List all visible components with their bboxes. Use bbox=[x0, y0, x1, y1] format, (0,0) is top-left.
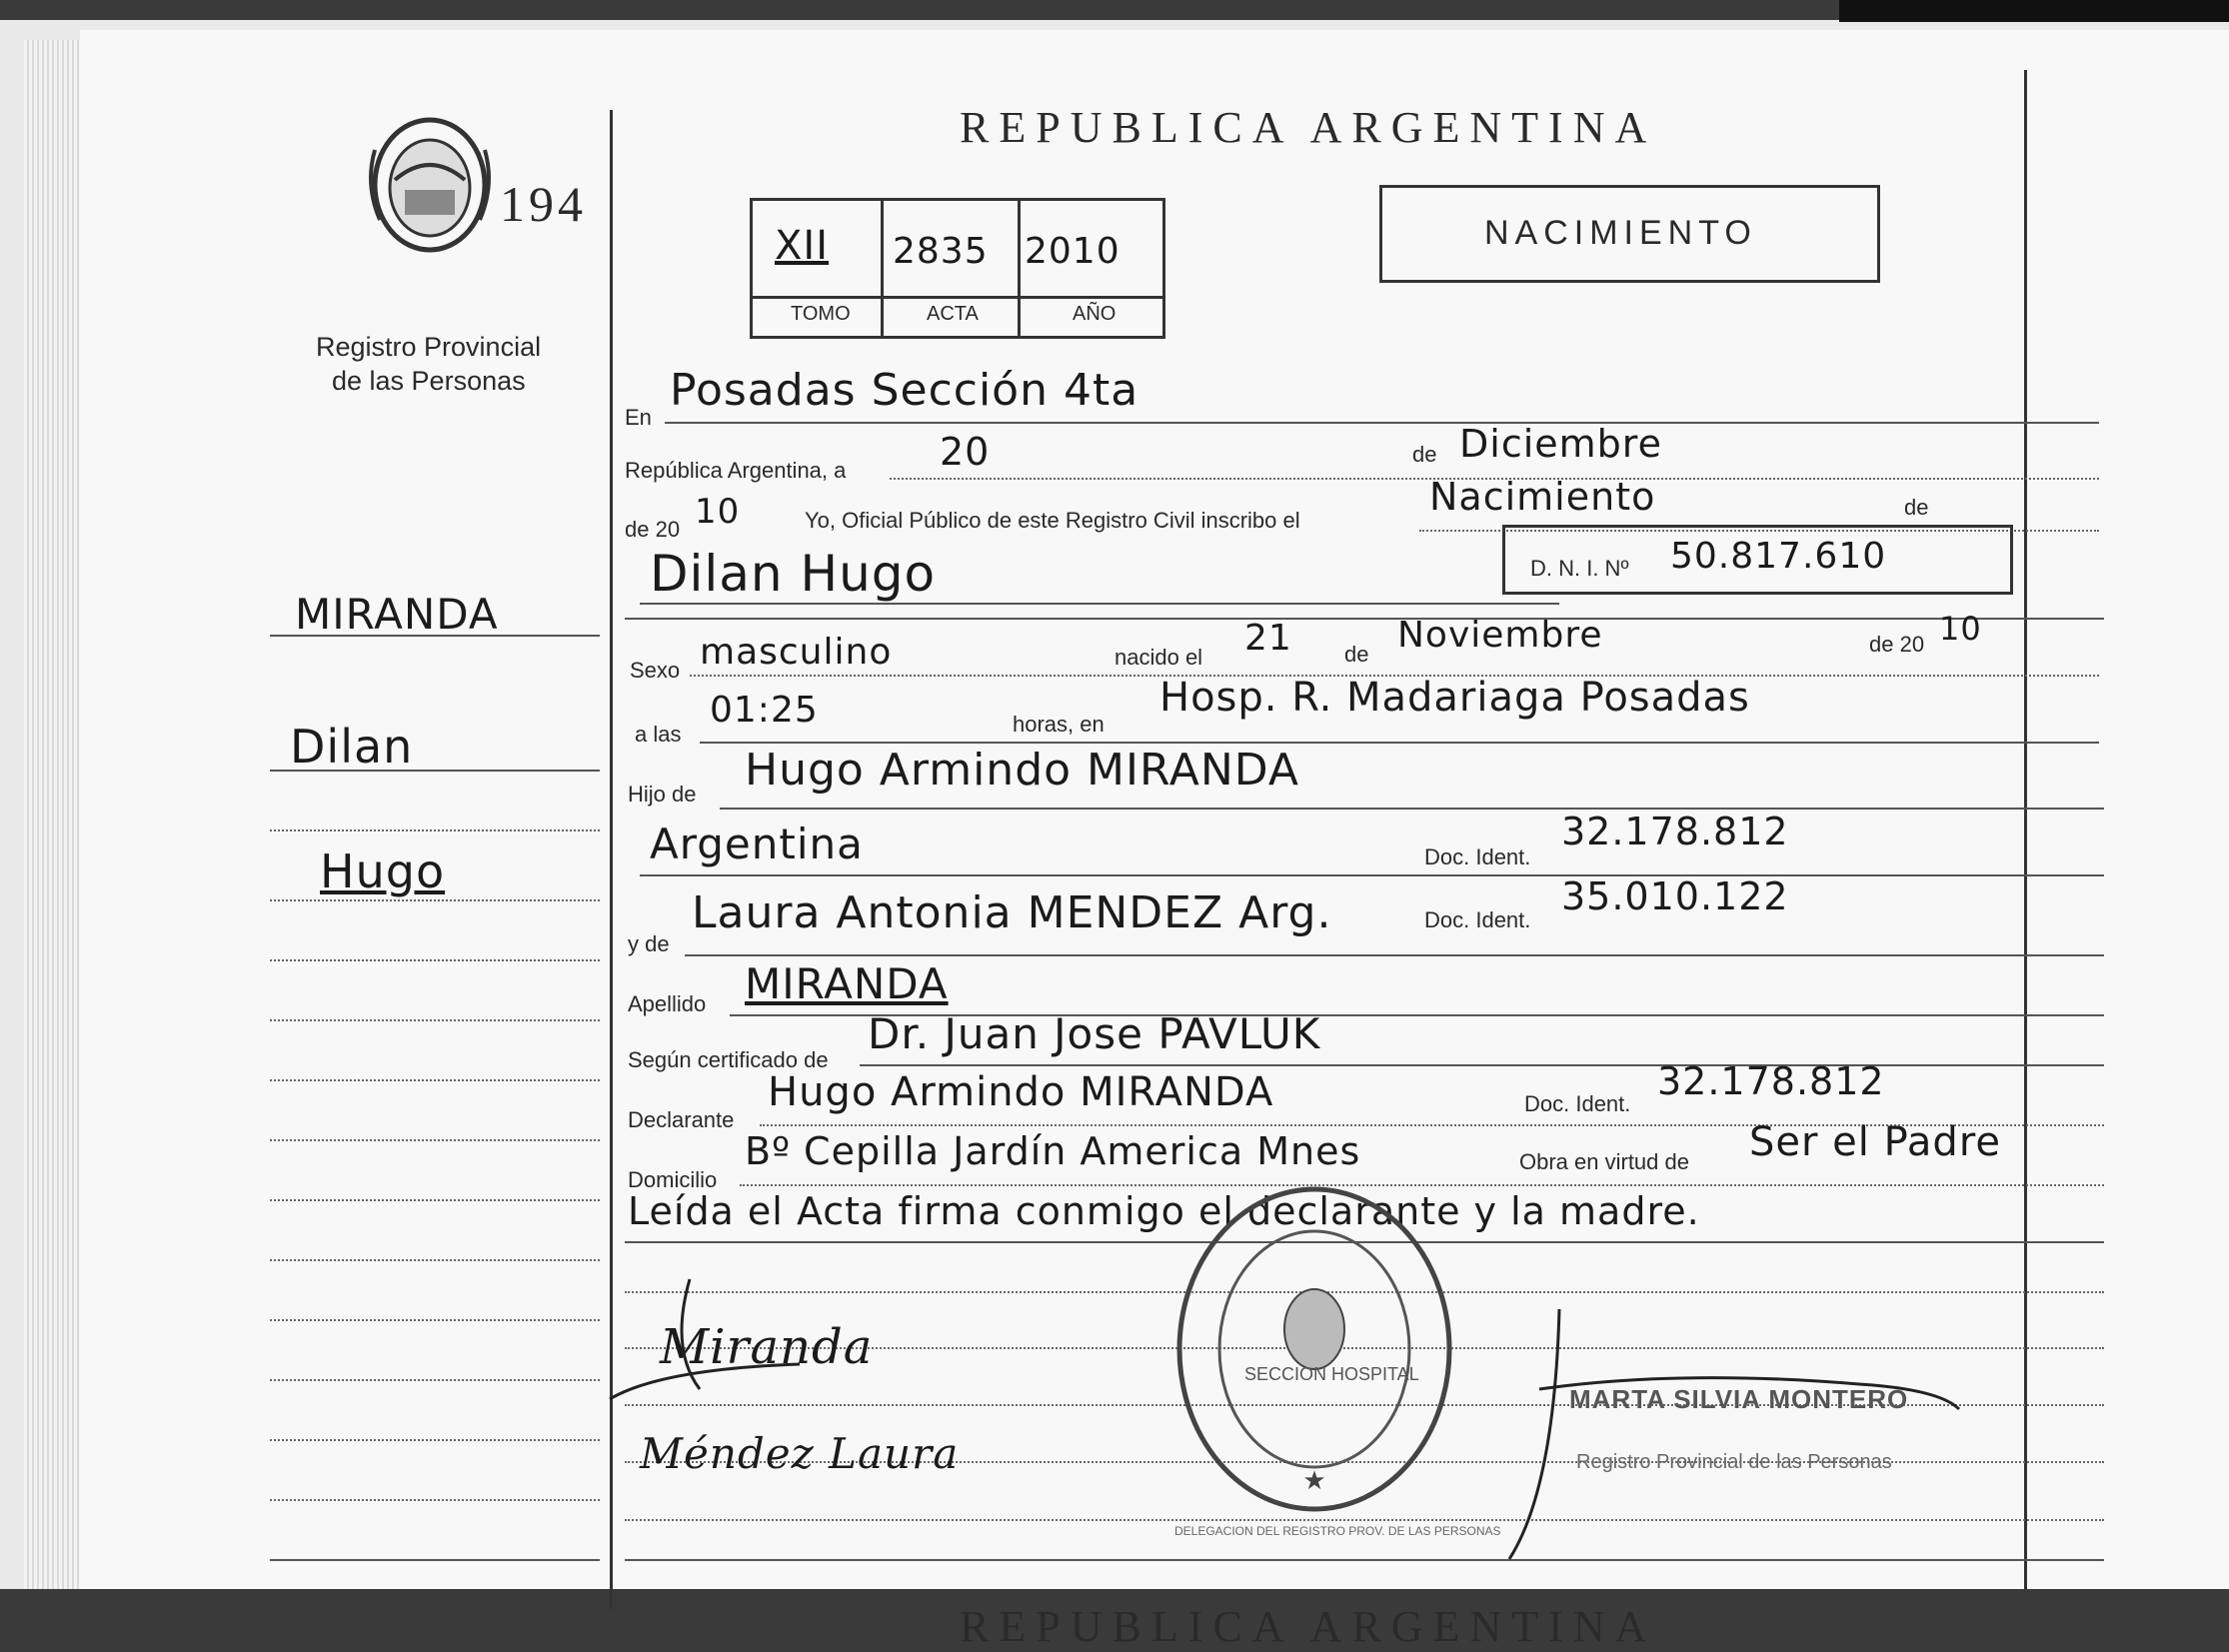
birth-certificate-page bbox=[80, 30, 2229, 1651]
field-leida: Leída el Acta firma conmigo el declarante y la madre. bbox=[628, 1189, 1700, 1233]
record-number-box bbox=[750, 198, 1165, 339]
signature-2: Méndez Laura bbox=[640, 1429, 960, 1478]
stamp-ring-text: DELEGACION DEL REGISTRO PROV. DE LAS PERSONAS bbox=[1174, 1524, 1501, 1538]
doc-type-label: NACIMIENTO bbox=[1484, 214, 1757, 252]
field-declarante-doc: 32.178.812 bbox=[1657, 1059, 1885, 1103]
doc-type-box bbox=[1379, 185, 1880, 283]
label-doc-ident-1: Doc. Ident. bbox=[1424, 844, 1531, 869]
label-segun: Según certificado de bbox=[628, 1047, 829, 1072]
field-lugar-nac: Hosp. R. Madariaga Posadas bbox=[1159, 675, 1750, 721]
label-de-1: de bbox=[1412, 442, 1437, 467]
field-padre: Hugo Armindo MIRANDA bbox=[745, 745, 1299, 796]
field-tipo: Nacimiento bbox=[1429, 475, 1656, 519]
official-title: Registro Provincial de las Personas bbox=[1576, 1451, 1892, 1473]
label-domicilio: Domicilio bbox=[628, 1167, 718, 1192]
label-horas-en: horas, en bbox=[1013, 712, 1105, 737]
label-republica: República Argentina, a bbox=[625, 458, 847, 483]
label-de-3: de bbox=[1344, 642, 1369, 667]
field-lugar: Posadas Sección 4ta bbox=[670, 365, 1139, 416]
official-name: MARTA SILVIA MONTERO bbox=[1569, 1384, 1909, 1414]
official-signature bbox=[1479, 1289, 1999, 1569]
field-dni: 50.817.610 bbox=[1670, 536, 1887, 577]
label-hijo-de: Hijo de bbox=[628, 782, 697, 807]
label-y-de: y de bbox=[628, 931, 670, 956]
dni-box bbox=[1502, 525, 2013, 595]
field-nombre: Dilan Hugo bbox=[650, 545, 937, 603]
field-anio-suffix: 10 bbox=[695, 492, 741, 532]
label-obra: Obra en virtud de bbox=[1519, 1149, 1689, 1174]
label-doc-ident-2: Doc. Ident. bbox=[1424, 907, 1531, 932]
anio-label: AÑO bbox=[1073, 303, 1116, 325]
margin-second-name: Hugo bbox=[320, 844, 446, 898]
acta-label: ACTA bbox=[927, 303, 979, 325]
label-nacido-el: nacido el bbox=[1114, 645, 1203, 670]
next-page-title: REPUBLICA ARGENTINA bbox=[960, 1602, 1657, 1651]
label-doc-ident-3: Doc. Ident. bbox=[1524, 1091, 1631, 1116]
label-sexo: Sexo bbox=[630, 658, 681, 683]
field-nac-mes: Noviembre bbox=[1397, 615, 1603, 656]
stamp-inner-text: SECCION HOSPITAL bbox=[1244, 1364, 1419, 1384]
scan-edge bbox=[1839, 0, 2229, 22]
registry-name-2: de las Personas bbox=[332, 366, 526, 396]
anio-value: 2010 bbox=[1025, 231, 1120, 272]
field-sexo: masculino bbox=[700, 632, 893, 673]
provincial-seal-icon bbox=[360, 110, 500, 260]
signature-1-flourish bbox=[600, 1269, 820, 1409]
country-title: REPUBLICA ARGENTINA bbox=[960, 103, 1657, 152]
signature-1: Miranda bbox=[660, 1319, 874, 1375]
field-padre-nac: Argentina bbox=[650, 820, 864, 868]
tomo-label: TOMO bbox=[791, 303, 851, 325]
field-mes: Diciembre bbox=[1459, 422, 1662, 466]
label-a-las: a las bbox=[635, 722, 682, 747]
field-declarante: Hugo Armindo MIRANDA bbox=[768, 1069, 1274, 1115]
label-dni: D. N. I. Nº bbox=[1530, 556, 1629, 581]
field-madre-doc: 35.010.122 bbox=[1561, 874, 1789, 918]
field-domicilio: Bº Cepilla Jardín America Mnes bbox=[745, 1129, 1361, 1173]
label-de20: de 20 bbox=[625, 517, 681, 542]
label-en: En bbox=[625, 405, 652, 430]
field-hora: 01:25 bbox=[710, 690, 819, 731]
field-nac-anio-suffix: 10 bbox=[1939, 610, 1982, 648]
page-edges bbox=[24, 40, 84, 1589]
field-certificado: Dr. Juan Jose PAVLUK bbox=[868, 1009, 1321, 1058]
official-stamp bbox=[1169, 1179, 1459, 1519]
label-de-2: de bbox=[1904, 495, 1929, 520]
margin-surname: MIRANDA bbox=[295, 590, 499, 639]
svg-text:★: ★ bbox=[1302, 1465, 1326, 1495]
tomo-value: XII bbox=[775, 223, 829, 269]
field-apellido: MIRANDA bbox=[745, 959, 949, 1008]
label-declarante: Declarante bbox=[628, 1107, 735, 1132]
field-obra: Ser el Padre bbox=[1749, 1119, 2001, 1165]
registry-name-1: Registro Provincial bbox=[316, 332, 542, 362]
acta-value: 2835 bbox=[893, 231, 989, 272]
field-padre-doc: 32.178.812 bbox=[1561, 810, 1789, 853]
margin-first-name: Dilan bbox=[290, 720, 414, 774]
right-border bbox=[2024, 70, 2027, 1589]
label-de20b: de 20 bbox=[1869, 632, 1925, 657]
field-nac-dia: 21 bbox=[1244, 618, 1292, 659]
field-madre: Laura Antonia MENDEZ Arg. bbox=[692, 887, 1332, 938]
folio-number: 194 bbox=[500, 176, 587, 232]
label-apellido: Apellido bbox=[628, 991, 707, 1016]
field-dia: 20 bbox=[940, 430, 991, 474]
label-yo-oficial: Yo, Oficial Público de este Registro Civil inscribo el bbox=[805, 508, 1300, 533]
